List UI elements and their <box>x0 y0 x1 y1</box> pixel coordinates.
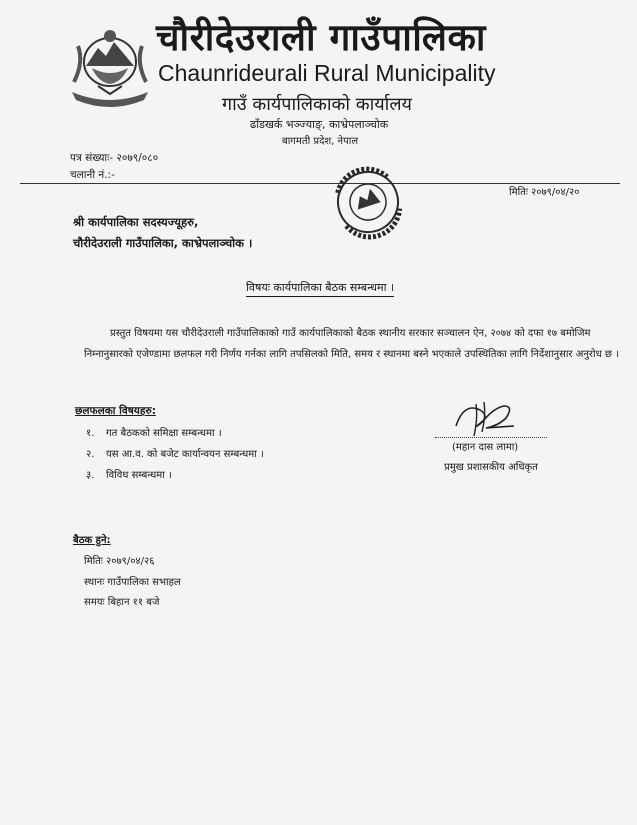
signatory-name: (महान दास लामा) <box>452 442 519 453</box>
body-text: प्रस्तुत विषयमा यस चौरीदेउराली गाउँपालिकाको गाउँ कार्यपालिकाको बैठक स्थानीय सरकार सञ्चालन ऐन, २०७४ को दफा १७ बमोजिम निम्नानुसारको एजेण्डामा छलफल गरी निर्णय गर्नका लागि तपसिलको मिति, समय र स्थानमा बस्ने भएकाले उपस्थितिका लागि निर्देशानुसार अनुरोध छ । <box>84 328 619 360</box>
municipality-title-english: Chaunrideurali Rural Municipality <box>158 60 496 86</box>
agenda-list <box>86 425 264 488</box>
subject-line: विषयः कार्यपालिका बैठक सम्बन्धमा । <box>246 280 394 297</box>
agenda-item-text: विविध सम्बन्धमा । <box>106 470 172 481</box>
recipient-line-2: चौरीदेउराली गाउँपालिका, काभ्रेपलाञ्चोक । <box>73 236 253 250</box>
body-paragraph <box>84 323 632 365</box>
office-name: गाउँ कार्यपालिकाको कार्यालय <box>222 94 412 115</box>
meeting-time: समयः बिहान ११ बजे <box>84 597 160 608</box>
handwritten-signature <box>450 396 520 440</box>
agenda-item-text: गत बैठकको समिक्षा सम्बन्धमा । <box>106 428 222 439</box>
nepal-government-emblem-icon <box>64 22 156 108</box>
agenda-item-text: यस आ.व. को बजेट कार्यान्वयन सम्बन्धमा । <box>106 449 264 460</box>
agenda-item-number: १. <box>86 428 95 439</box>
agenda-item-number: ३. <box>86 470 95 481</box>
letter-number: पत्र संख्याः- २०७९/०८० <box>70 152 159 164</box>
agenda-item-number: २. <box>86 449 95 460</box>
signatory-title: प्रमुख प्रशासकीय अधिकृत <box>444 462 538 473</box>
municipality-seal-stamp <box>326 162 410 242</box>
meeting-venue: स्थानः गाउँपालिका सभाहल <box>84 577 181 588</box>
agenda-item <box>86 446 264 467</box>
address-line-2: बागमती प्रदेश, नेपाल <box>282 136 359 147</box>
recipient-line-1: श्री कार्यपालिका सदस्यज्यूहरु, <box>73 215 199 229</box>
meeting-heading: बैठक हुने: <box>73 535 111 546</box>
meeting-date: मितिः २०७९/०४/२६ <box>84 556 155 567</box>
agenda-item <box>86 425 264 446</box>
letter-date: मितिः २०७९/०४/२० <box>509 187 580 198</box>
agenda-heading: छलफलका विषयहरु: <box>75 405 156 417</box>
signature-line <box>435 437 547 438</box>
agenda-item <box>86 467 264 488</box>
municipality-title-nepali: चौरीदेउराली गाउँपालिका <box>156 16 486 59</box>
address-line-1: ढाँडखर्क भञ्ज्याङ्, काभ्रेपलाञ्चोक <box>250 118 389 131</box>
dispatch-number: चलानी नं.:- <box>70 169 115 181</box>
